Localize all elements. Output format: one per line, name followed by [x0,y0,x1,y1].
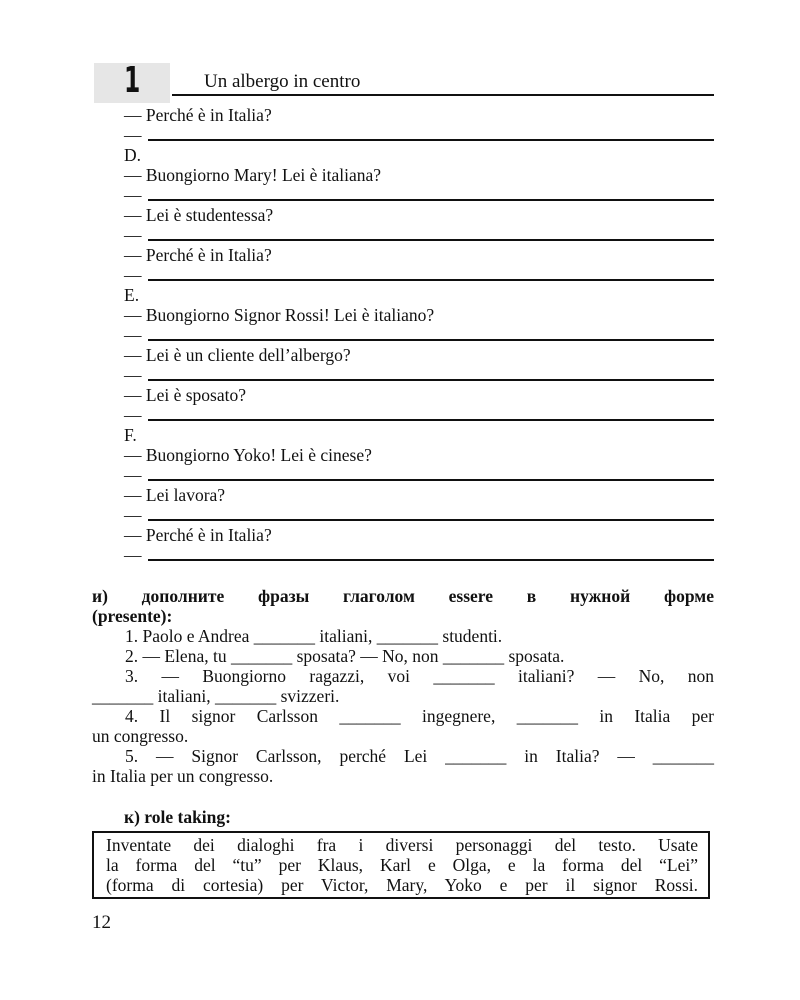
answer-dash: — [124,505,142,525]
exercise-item: _______ italiani, _______ svizzeri. [92,686,340,706]
exercise-i [92,586,714,786]
role-taking-line: Inventate dei dialoghi fra i diversi personaggi del testo. Usate [106,835,698,855]
header-rule [172,94,714,96]
dialogue-question: — Lei lavora? [124,485,226,505]
answer-line [124,325,714,345]
answer-line [124,465,714,485]
answer-blank-rule[interactable] [148,519,714,521]
answer-line [124,225,714,245]
answer-dash: — [124,465,142,485]
answer-blank-rule[interactable] [148,279,714,281]
exercise-item: un congresso. [92,726,189,746]
exercise-item: 4. Il signor Carlsson _______ ingegnere, _______ in Italia per [125,706,714,726]
answer-blank-rule[interactable] [148,419,714,421]
role-taking-line: la forma del “tu” per Klaus, Karl e Olga, e la forma del “Lei” [106,855,698,875]
answer-line [124,545,714,565]
answer-blank-rule[interactable] [148,379,714,381]
exercise-item: 3. — Buongiorno ragazzi, voi _______ italiani? — No, non [125,666,714,686]
role-taking-heading: к) role taking: [124,807,231,827]
answer-line [124,505,714,525]
dialogue-section-letter: F. [124,425,137,445]
dialogue-section-letter: D. [124,145,142,165]
answer-line [124,365,714,385]
answer-dash: — [124,325,142,345]
answer-blank-rule[interactable] [148,239,714,241]
exercise-items [92,626,714,786]
role-taking-box [92,831,710,899]
answer-dash: — [124,405,142,425]
answer-line [124,185,714,205]
answer-line [124,125,714,145]
answer-dash: — [124,185,142,205]
answer-dash: — [124,365,142,385]
dialogue-question: — Lei è un cliente dell’albergo? [124,345,351,365]
answer-blank-rule[interactable] [148,339,714,341]
answer-blank-rule[interactable] [148,199,714,201]
exercise-item: 2. — Elena, tu _______ sposata? — No, non _______ sposata. [125,646,565,666]
dialogue-question: — Lei è sposato? [124,385,246,405]
answer-dash: — [124,125,142,145]
answer-dash: — [124,225,142,245]
exercise-item: 5. — Signor Carlsson, perché Lei _______ in Italia? — _______ [125,746,714,766]
answer-blank-rule[interactable] [148,139,714,141]
exercise-item: 1. Paolo e Andrea _______ italiani, _______ studenti. [125,626,503,646]
dialogue-question: — Lei è studentessa? [124,205,274,225]
role-taking-line: (forma di cortesia) per Victor, Mary, Yoko e per il signor Rossi. [106,875,698,895]
answer-dash: — [124,545,142,565]
dialogue-question: — Perché è in Italia? [124,105,272,125]
answer-line [124,265,714,285]
chapter-title: Un albergo in centro [204,71,361,92]
dialogue-list [124,105,714,565]
answer-line [124,405,714,425]
page-number: 12 [92,912,111,933]
dialogue-section-letter: E. [124,285,140,305]
exercise-item: in Italia per un congresso. [92,766,274,786]
answer-dash: — [124,265,142,285]
exercise-heading-continued: (presente): [92,606,173,626]
answer-blank-rule[interactable] [148,559,714,561]
dialogue-question: — Perché è in Italia? [124,525,272,545]
chapter-number: 1 [124,60,141,101]
dialogue-question: — Buongiorno Signor Rossi! Lei è italiano? [124,305,435,325]
dialogue-question: — Buongiorno Yoko! Lei è cinese? [124,445,372,465]
exercise-heading: и) дополните фразы глаголом essere в нужной форме [92,586,714,606]
dialogue-question: — Buongiorno Mary! Lei è italiana? [124,165,382,185]
answer-blank-rule[interactable] [148,479,714,481]
dialogue-question: — Perché è in Italia? [124,245,272,265]
